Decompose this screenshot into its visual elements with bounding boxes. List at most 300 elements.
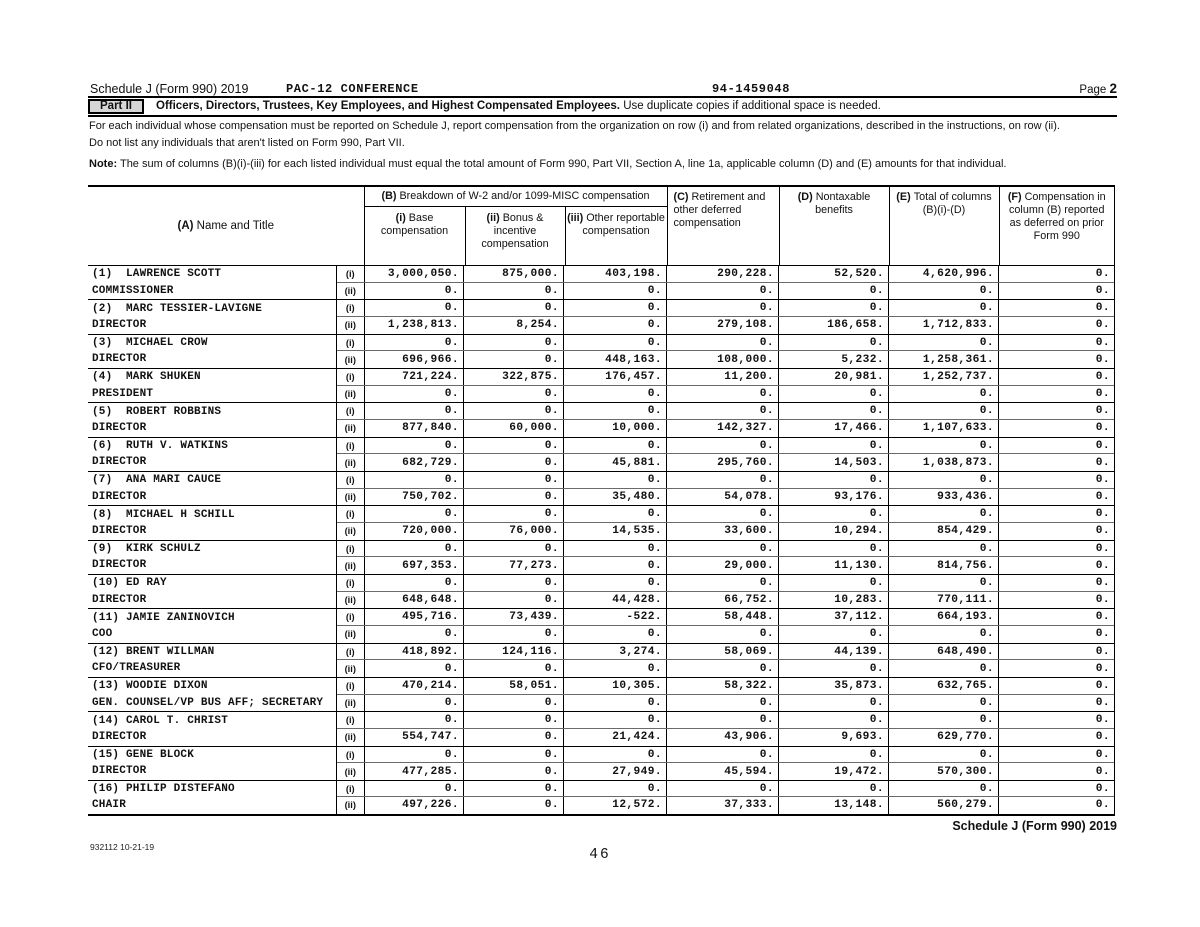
amount-base-ii: 720,000. [402,525,459,538]
amount-nontaxable-i: 0. [778,781,888,796]
amount-total-i: 664,193. [888,609,998,625]
table-row [88,438,1114,472]
name-cell [88,712,336,745]
amount-deferred-i: 0. [998,644,1114,660]
amount-other-i: 0. [563,712,666,728]
row-i [337,300,1114,317]
amount-retirement-i: 0. [666,403,778,419]
instruction-line-2: Do not list any individuals that aren't listed on Form 990, Part VII. [89,137,405,149]
row-label-i: (i) [337,541,365,557]
col-c-text: Retirement and other deferred compensation [673,191,766,229]
amount-retirement-i: 58,322. [666,678,778,694]
person-name: (14) CAROL T. CHRIST [92,714,229,727]
col-c-tag: (C) [673,191,689,203]
row-ii [337,660,1114,677]
amount-base-i: 495,716. [402,611,459,624]
amount-other-i: 0. [563,300,666,316]
table-row [88,506,1114,540]
person-title: PRESIDENT [92,387,154,400]
row-ii [337,420,1114,437]
person-name: (11) JAMIE ZANINOVICH [92,611,235,624]
amount-other-i: 0. [563,747,666,763]
person-title: DIRECTOR [92,456,147,469]
amount-nontaxable-i: 0. [778,575,888,591]
amount-total-ii: 0. [888,695,998,712]
amount-nontaxable-i: 0. [778,300,888,316]
col-header-base [365,207,465,265]
amount-retirement-i: 0. [666,506,778,522]
amount-nontaxable-ii: 0. [778,695,888,712]
col-header-nontaxable [779,187,889,265]
col-a-text: Name and Title [196,219,275,232]
amount-deferred-i: 0. [998,609,1114,625]
amount-other-i: 0. [563,438,666,454]
person-name: (4) MARK SHUKEN [92,371,201,384]
amount-nontaxable-i: 0. [778,712,888,728]
amount-base-i: 418,892. [402,645,459,658]
amount-total-ii: 0. [888,386,998,403]
amount-other-i: -522. [563,609,666,625]
amount-bonus-ii: 0. [463,283,563,300]
amount-retirement-i: 0. [666,712,778,728]
amount-retirement-ii: 66,752. [666,592,778,609]
amount-base-ii: 554,747. [402,731,459,744]
amount-nontaxable-ii: 0. [778,386,888,403]
amount-total-ii: 814,756. [888,557,998,574]
amount-other-ii: 10,000. [563,420,666,437]
col-header-retirement [667,187,779,265]
row-label-i: (i) [337,369,365,385]
row-i [337,575,1114,592]
row-i [337,266,1114,283]
amount-base-i: 721,224. [402,370,459,383]
amount-other-i: 0. [563,335,666,351]
amount-nontaxable-ii: 19,472. [778,763,888,780]
amount-retirement-ii: 0. [666,386,778,403]
amount-bonus-i: 0. [463,712,563,728]
amount-nontaxable-i: 0. [778,472,888,488]
amount-nontaxable-ii: 17,466. [778,420,888,437]
amount-nontaxable-ii: 13,148. [778,797,888,813]
amount-total-i: 632,765. [888,678,998,694]
amount-deferred-i: 0. [998,403,1114,419]
table-row [88,403,1114,437]
amount-base-i: 0. [444,748,459,761]
amount-bonus-i: 0. [463,438,563,454]
person-title: DIRECTOR [92,353,147,366]
name-cell [88,609,336,642]
person-title: DIRECTOR [92,559,147,572]
row-label-i: (i) [337,438,365,454]
row-ii [337,386,1114,403]
col-header-bonus [465,207,565,265]
person-name: (5) ROBERT ROBBINS [92,405,222,418]
amount-base-i: 0. [444,336,459,349]
amount-total-i: 0. [888,438,998,454]
amount-retirement-ii: 0. [666,695,778,712]
person-name: (12) BRENT WILLMAN [92,645,215,658]
amount-retirement-ii: 0. [666,660,778,677]
amount-nontaxable-ii: 10,283. [778,592,888,609]
amount-bonus-i: 73,439. [463,609,563,625]
amount-grid [336,644,1114,677]
amount-total-ii: 0. [888,660,998,677]
amount-base-ii: 477,285. [402,765,459,778]
row-label-ii: (ii) [337,386,365,403]
amount-other-ii: 27,949. [563,763,666,780]
person-title: DIRECTOR [92,421,147,434]
row-ii [337,557,1114,574]
person-title: DIRECTOR [92,731,147,744]
amount-deferred-i: 0. [998,541,1114,557]
amount-retirement-ii: 37,333. [666,797,778,813]
amount-grid [336,678,1114,711]
amount-total-ii: 629,770. [888,729,998,746]
amount-retirement-ii: 43,906. [666,729,778,746]
row-i [337,403,1114,420]
amount-retirement-ii: 142,327. [666,420,778,437]
amount-bonus-i: 0. [463,506,563,522]
name-cell [88,747,336,780]
amount-other-ii: 0. [563,660,666,677]
amount-base-ii: 877,840. [402,422,459,435]
amount-retirement-i: 11,200. [666,369,778,385]
amount-base-i: 0. [444,714,459,727]
amount-nontaxable-i: 0. [778,541,888,557]
person-name: (10) ED RAY [92,577,167,590]
person-name: (8) MICHAEL H SCHILL [92,508,235,521]
person-name: (2) MARC TESSIER-LAVIGNE [92,302,263,315]
amount-other-ii: 448,163. [563,351,666,368]
row-label-ii: (ii) [337,797,365,813]
amount-other-ii: 21,424. [563,729,666,746]
amount-grid [336,300,1114,333]
col-d-text: Nontaxable benefits [815,191,871,216]
amount-deferred-i: 0. [998,781,1114,796]
amount-retirement-ii: 295,760. [666,454,778,471]
amount-retirement-ii: 0. [666,626,778,643]
amount-base-ii: 682,729. [402,456,459,469]
amount-nontaxable-i: 35,873. [778,678,888,694]
amount-grid [336,541,1114,574]
table-row [88,644,1114,678]
person-title: DIRECTOR [92,765,147,778]
amount-other-i: 0. [563,506,666,522]
amount-base-ii: 0. [444,285,459,297]
col-f-tag: (F) [1007,191,1022,203]
amount-retirement-i: 0. [666,781,778,796]
page-indicator [1079,81,1117,96]
amount-deferred-ii: 0. [998,557,1114,574]
col-d-tag: (D) [797,191,813,203]
row-label-ii: (ii) [337,729,365,746]
amount-bonus-ii: 0. [463,351,563,368]
amount-base-ii: 696,966. [402,353,459,366]
row-label-ii: (ii) [337,420,365,437]
row-ii [337,729,1114,746]
amount-deferred-ii: 0. [998,489,1114,506]
row-ii [337,351,1114,368]
col-biii-tag: (iii) [567,212,584,224]
amount-grid [336,438,1114,471]
row-ii [337,317,1114,334]
table-header-row [88,187,1114,266]
amount-grid [336,369,1114,402]
amount-retirement-i: 0. [666,438,778,454]
amount-base-i: 470,214. [402,679,459,692]
amount-grid [336,472,1114,505]
part-label: Part II [88,99,144,114]
table-row [88,747,1114,781]
amount-nontaxable-i: 0. [778,403,888,419]
note-line [89,158,1189,170]
amount-total-ii: 1,038,873. [888,454,998,471]
amount-bonus-i: 0. [463,403,563,419]
amount-nontaxable-i: 37,112. [778,609,888,625]
amount-base-ii: 497,226. [402,799,459,812]
amount-retirement-i: 0. [666,575,778,591]
form-header [88,81,1117,96]
amount-base-i: 0. [444,302,459,315]
amount-bonus-ii: 0. [463,626,563,643]
table-row [88,712,1114,746]
amount-grid [336,506,1114,539]
row-label-ii: (ii) [337,454,365,471]
amount-retirement-ii: 0. [666,283,778,300]
col-a-tag: (A) [177,219,194,232]
amount-deferred-ii: 0. [998,763,1114,780]
table-row [88,335,1114,369]
amount-deferred-i: 0. [998,712,1114,728]
col-header-deferred [999,187,1115,265]
amount-bonus-ii: 0. [463,729,563,746]
amount-other-ii: 0. [563,317,666,334]
amount-total-i: 0. [888,335,998,351]
name-cell [88,678,336,711]
person-name: (15) GENE BLOCK [92,749,195,761]
row-ii [337,626,1114,643]
row-label-i: (i) [337,403,365,419]
row-label-i: (i) [337,678,365,694]
person-title: COMMISSIONER [92,284,174,297]
col-header-name-title [88,187,364,265]
amount-base-i: 0. [444,439,459,452]
person-name: (13) WOODIE DIXON [92,680,208,693]
person-title: DIRECTOR [92,318,147,331]
amount-nontaxable-i: 52,520. [778,266,888,282]
compensation-table [88,185,1115,816]
name-cell [88,506,336,539]
amount-nontaxable-ii: 11,130. [778,557,888,574]
table-body [88,266,1114,816]
amount-other-i: 403,198. [563,266,666,282]
row-i [337,472,1114,489]
amount-deferred-ii: 0. [998,523,1114,540]
table-row [88,472,1114,506]
amount-bonus-i: 0. [463,541,563,557]
amount-other-ii: 0. [563,386,666,403]
note-text: The sum of columns (B)(i)-(iii) for each listed individual must equal the total amount of Form 990, Part VII, Section A, line 1a, applicable column (D) and (E) amounts for that individual. [119,158,1007,170]
amount-deferred-i: 0. [998,266,1114,282]
section-title-bold: Officers, Directors, Trustees, Key Employees, and Highest Compensated Employees. [156,100,620,112]
row-label-ii: (ii) [337,763,365,780]
row-label-ii: (ii) [337,695,365,712]
amount-other-ii: 0. [563,283,666,300]
row-label-ii: (ii) [337,626,365,643]
amount-total-i: 0. [888,575,998,591]
amount-nontaxable-ii: 10,294. [778,523,888,540]
amount-grid [336,575,1114,608]
amount-bonus-i: 0. [463,747,563,763]
amount-total-i: 1,252,737. [888,369,998,385]
amount-base-i: 0. [444,508,459,521]
amount-base-ii: 0. [444,662,459,675]
amount-retirement-i: 0. [666,300,778,316]
amount-deferred-ii: 0. [998,592,1114,609]
name-cell [88,644,336,677]
amount-other-i: 176,457. [563,369,666,385]
row-label-ii: (ii) [337,660,365,677]
col-b-tag: (B) [381,190,397,202]
col-bi-text: Base compensation [380,212,449,237]
footer-page-number: 46 [589,847,611,863]
instruction-line-1: For each individual whose compensation must be reported on Schedule J, report compensation from the organization on row (i) and from related organizations, described in the instructions, on row (ii). [89,120,1060,132]
amount-base-ii: 750,702. [402,491,459,504]
amount-retirement-i: 0. [666,747,778,763]
header-divider [88,96,1117,98]
amount-grid [336,712,1114,745]
col-bi-tag: (i) [395,212,406,224]
col-biii-text: Other reportable compensation [582,212,665,237]
name-cell [88,335,336,368]
amount-deferred-i: 0. [998,369,1114,385]
col-header-b-subcolumns [365,207,667,265]
col-bii-tag: (ii) [486,212,500,224]
amount-grid [336,747,1114,780]
amount-deferred-ii: 0. [998,729,1114,746]
amount-nontaxable-i: 0. [778,438,888,454]
row-label-ii: (ii) [337,557,365,574]
form-title: Schedule J (Form 990) 2019 [90,82,249,96]
row-i [337,438,1114,455]
row-ii [337,592,1114,609]
amount-total-i: 0. [888,506,998,522]
amount-nontaxable-i: 20,981. [778,369,888,385]
amount-bonus-ii: 60,000. [463,420,563,437]
col-e-text: Total of columns (B)(i)-(D) [913,191,992,216]
amount-other-i: 0. [563,781,666,796]
row-i [337,678,1114,695]
row-ii [337,523,1114,540]
row-i [337,781,1114,797]
amount-deferred-i: 0. [998,506,1114,522]
amount-bonus-i: 0. [463,300,563,316]
amount-total-ii: 1,258,361. [888,351,998,368]
amount-bonus-i: 322,875. [463,369,563,385]
amount-deferred-ii: 0. [998,797,1114,813]
person-title: DIRECTOR [92,490,147,503]
row-ii [337,797,1114,813]
amount-other-ii: 35,480. [563,489,666,506]
amount-other-ii: 0. [563,626,666,643]
person-name: (1) LAWRENCE SCOTT [92,268,222,281]
amount-bonus-ii: 0. [463,660,563,677]
amount-other-ii: 0. [563,695,666,712]
table-row [88,300,1114,334]
footer-schedule-ref: Schedule J (Form 990) 2019 [952,819,1117,833]
amount-grid [336,609,1114,642]
amount-nontaxable-ii: 0. [778,626,888,643]
amount-bonus-ii: 0. [463,763,563,780]
row-label-i: (i) [337,747,365,763]
amount-other-i: 0. [563,472,666,488]
col-f-text: Compensation in column (B) reported as deferred on prior Form 990 [1009,191,1106,242]
amount-total-ii: 854,429. [888,523,998,540]
amount-total-i: 0. [888,472,998,488]
amount-total-i: 0. [888,403,998,419]
amount-retirement-i: 58,448. [666,609,778,625]
table-row [88,575,1114,609]
row-ii [337,489,1114,506]
amount-retirement-ii: 108,000. [666,351,778,368]
row-i [337,712,1114,729]
person-name: (9) KIRK SCHULZ [92,542,201,555]
amount-base-i: 3,000,050. [387,267,459,280]
row-label-ii: (ii) [337,283,365,300]
section-divider [88,115,1117,117]
page-number: 2 [1109,81,1117,96]
amount-total-i: 0. [888,541,998,557]
name-cell [88,403,336,436]
amount-bonus-i: 0. [463,472,563,488]
amount-deferred-ii: 0. [998,626,1114,643]
amount-other-ii: 45,881. [563,454,666,471]
person-name: (7) ANA MARI CAUCE [92,474,222,487]
part-ii-header [88,99,1117,113]
col-e-tag: (E) [896,191,911,203]
amount-total-i: 0. [888,300,998,316]
amount-bonus-i: 0. [463,575,563,591]
amount-base-ii: 648,648. [402,594,459,607]
amount-total-ii: 0. [888,626,998,643]
amount-grid [336,781,1114,813]
row-label-i: (i) [337,506,365,522]
name-cell [88,438,336,471]
name-cell [88,781,336,813]
table-row [88,781,1114,815]
row-i [337,506,1114,523]
amount-bonus-ii: 0. [463,489,563,506]
col-header-other [565,207,667,265]
amount-other-i: 0. [563,403,666,419]
amount-other-i: 3,274. [563,644,666,660]
person-name: (6) RUTH V. WATKINS [92,439,229,452]
amount-nontaxable-ii: 0. [778,660,888,677]
amount-base-ii: 0. [444,388,459,401]
amount-other-i: 0. [563,541,666,557]
amount-retirement-ii: 45,594. [666,763,778,780]
row-ii [337,454,1114,471]
amount-total-ii: 0. [888,283,998,300]
amount-deferred-i: 0. [998,335,1114,351]
amount-retirement-i: 0. [666,335,778,351]
amount-other-ii: 12,572. [563,797,666,813]
amount-grid [336,335,1114,368]
amount-other-i: 10,305. [563,678,666,694]
amount-deferred-ii: 0. [998,386,1114,403]
amount-bonus-ii: 0. [463,797,563,813]
amount-total-i: 4,620,996. [888,266,998,282]
